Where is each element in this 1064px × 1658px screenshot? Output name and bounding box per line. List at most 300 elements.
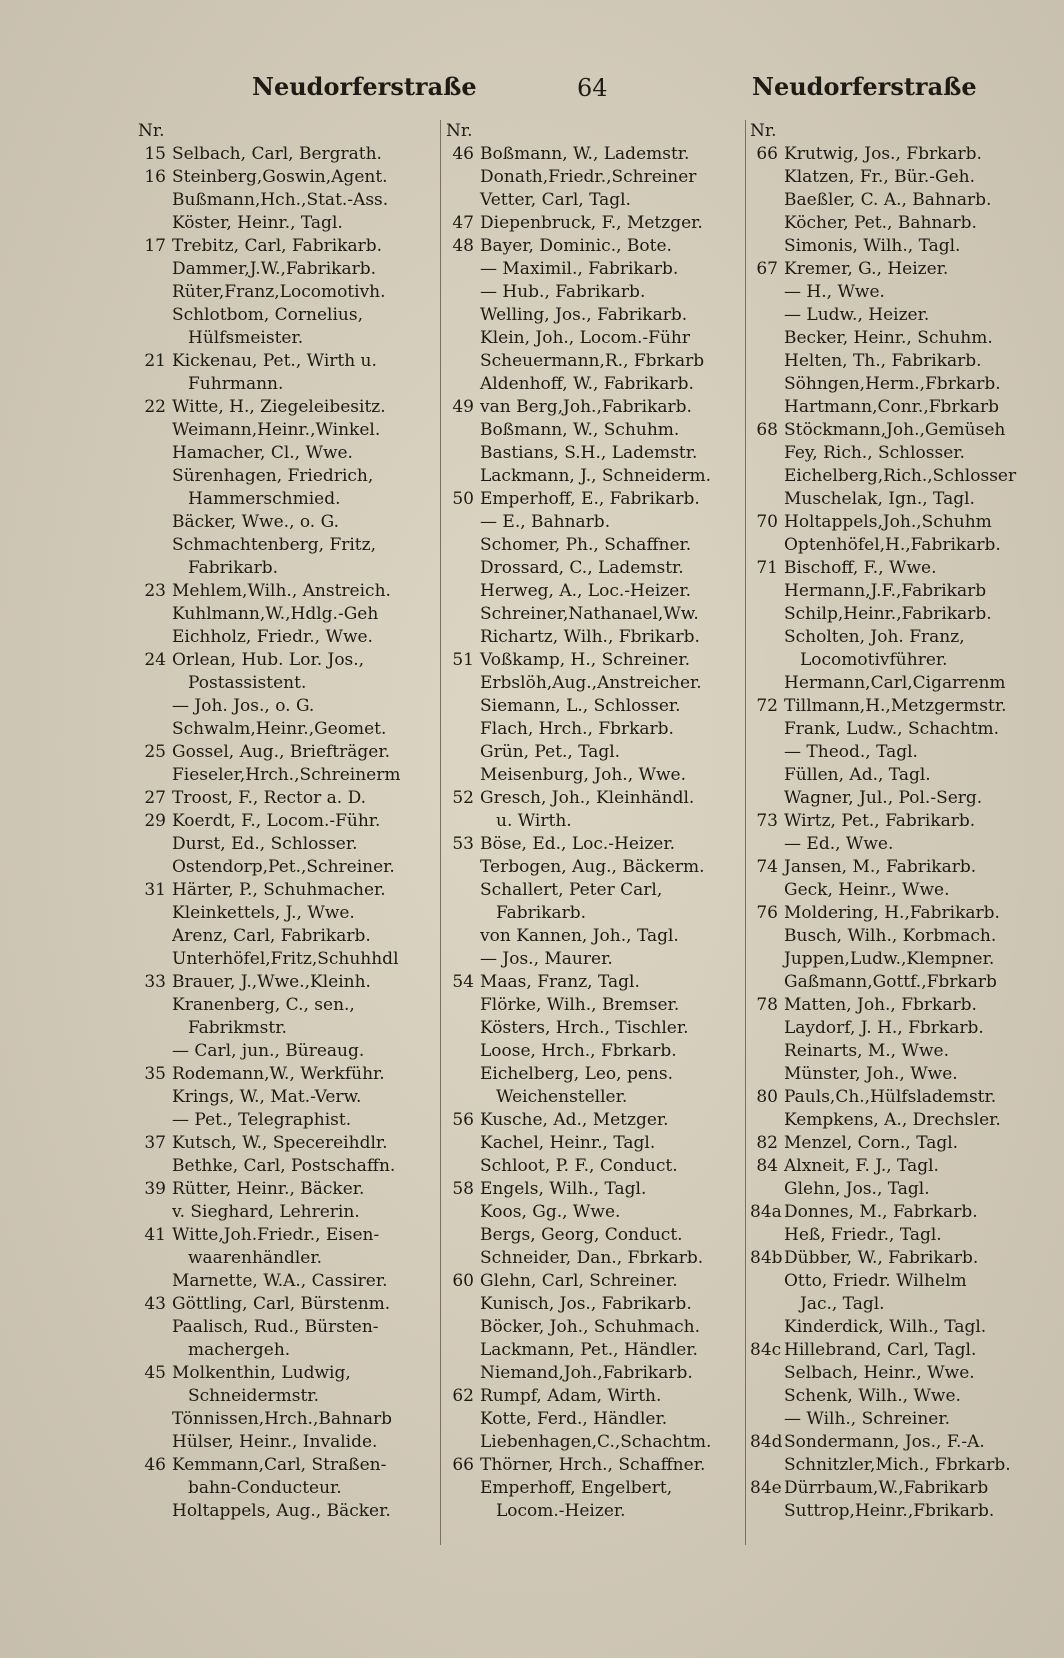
resident-entry xyxy=(138,1109,438,1132)
house-number xyxy=(138,1316,172,1362)
resident-text xyxy=(172,1132,438,1155)
resident-text xyxy=(172,1063,438,1086)
resident-entry xyxy=(446,1017,746,1040)
resident-entry xyxy=(138,1063,438,1086)
resident-text xyxy=(784,534,1046,557)
right-running-title: Neudorferstraße xyxy=(752,72,977,101)
house-number xyxy=(138,258,172,281)
resident-entry xyxy=(446,442,746,465)
resident-text xyxy=(784,373,1046,396)
resident-text xyxy=(784,810,1046,833)
resident-entry xyxy=(138,902,438,925)
resident-text xyxy=(784,626,1046,672)
resident-name: Menzel, Corn., Tagl. xyxy=(784,1133,959,1153)
house-number xyxy=(138,1109,172,1132)
resident-name: Diepenbruck, F., Metzger. xyxy=(480,213,703,233)
resident-text xyxy=(480,1247,746,1270)
resident-text xyxy=(480,626,746,649)
resident-entry xyxy=(138,1040,438,1063)
resident-entry xyxy=(138,1178,438,1201)
resident-entry xyxy=(138,879,438,902)
house-number xyxy=(750,672,784,695)
resident-name: Selbach, Heinr., Wwe. xyxy=(784,1363,975,1383)
resident-entry xyxy=(138,787,438,810)
resident-text xyxy=(480,442,746,465)
resident-entry xyxy=(446,603,746,626)
resident-name: Lackmann, Pet., Händler. xyxy=(480,1340,698,1360)
resident-name: Selbach, Carl, Bergrath. xyxy=(172,144,382,164)
resident-text xyxy=(172,1178,438,1201)
resident-name: Eichholz, Friedr., Wwe. xyxy=(172,627,373,647)
resident-name: Dübber, W., Fabrikarb. xyxy=(784,1248,979,1268)
resident-text xyxy=(480,718,746,741)
resident-text xyxy=(784,1132,1046,1155)
house-number: 80 xyxy=(756,1087,778,1107)
house-number: 37 xyxy=(144,1133,166,1153)
house-number: 58 xyxy=(452,1179,474,1199)
resident-entry xyxy=(446,534,746,557)
resident-entry xyxy=(750,603,1046,626)
resident-name: Voßkamp, H., Schreiner. xyxy=(480,650,691,670)
resident-name: Kickenau, Pet., Wirth u. xyxy=(172,351,377,371)
house-number xyxy=(138,603,172,626)
house-number xyxy=(446,1201,480,1224)
house-number: 52 xyxy=(452,788,474,808)
house-number xyxy=(138,925,172,948)
resident-text xyxy=(172,787,438,810)
resident-entry xyxy=(750,350,1046,373)
resident-name: — H., Wwe. xyxy=(784,282,885,302)
house-number: 84 xyxy=(756,1156,778,1176)
resident-text xyxy=(172,511,438,534)
resident-text xyxy=(480,1385,746,1408)
house-number xyxy=(750,925,784,948)
resident-entry xyxy=(750,396,1046,419)
resident-text xyxy=(784,672,1046,695)
resident-name: Scholten, Joh. Franz, xyxy=(784,627,965,647)
resident-text xyxy=(172,994,438,1040)
house-number xyxy=(750,580,784,603)
resident-name: — Hub., Fabrikarb. xyxy=(480,282,646,302)
resident-text xyxy=(480,971,746,994)
resident-text xyxy=(784,580,1046,603)
resident-text xyxy=(172,534,438,580)
house-number xyxy=(750,189,784,212)
house-number xyxy=(750,1109,784,1132)
resident-entry xyxy=(446,1247,746,1270)
resident-text xyxy=(784,879,1046,902)
resident-entry xyxy=(750,1017,1046,1040)
resident-text xyxy=(480,1339,746,1362)
resident-name: Dürrbaum,W.,Fabrikarb xyxy=(784,1478,989,1498)
resident-name: Bußmann,Hch.,Stat.-Ass. xyxy=(172,190,389,210)
resident-text xyxy=(784,1155,1046,1178)
house-number xyxy=(446,718,480,741)
resident-entry xyxy=(750,1339,1046,1362)
resident-entry xyxy=(750,902,1046,925)
page-number: 64 xyxy=(577,74,608,102)
resident-name: von Kannen, Joh., Tagl. xyxy=(480,926,679,946)
resident-entry xyxy=(138,350,438,396)
house-number xyxy=(138,442,172,465)
resident-name: Gresch, Joh., Kleinhändl. xyxy=(480,788,695,808)
resident-entry xyxy=(750,1385,1046,1408)
house-number xyxy=(750,603,784,626)
resident-name: Gossel, Aug., Briefträger. xyxy=(172,742,390,762)
resident-text xyxy=(784,419,1046,442)
resident-text xyxy=(784,1477,1046,1500)
house-number: 24 xyxy=(144,650,166,670)
resident-text xyxy=(784,189,1046,212)
resident-entry xyxy=(750,856,1046,879)
resident-text xyxy=(172,948,438,971)
resident-entry xyxy=(750,258,1046,281)
resident-name: Schlotbom, Cornelius, xyxy=(172,305,363,325)
resident-name: Kösters, Hrch., Tischler. xyxy=(480,1018,689,1038)
house-number xyxy=(750,1500,784,1523)
resident-text xyxy=(784,1454,1046,1477)
resident-entry xyxy=(138,281,438,304)
house-number xyxy=(750,1270,784,1316)
resident-name: Witte, H., Ziegeleibesitz. xyxy=(172,397,386,417)
column-number-heading: Nr. xyxy=(138,121,165,141)
resident-name: Schwalm,Heinr.,Geomet. xyxy=(172,719,387,739)
resident-name: Heß, Friedr., Tagl. xyxy=(784,1225,942,1245)
house-number xyxy=(446,948,480,971)
resident-name: Kempkens, A., Drechsler. xyxy=(784,1110,1001,1130)
house-number xyxy=(750,1408,784,1431)
resident-entry xyxy=(446,1109,746,1132)
resident-text xyxy=(784,902,1046,925)
house-number xyxy=(446,534,480,557)
house-number xyxy=(446,925,480,948)
resident-name: Gaßmann,Gottf.,Fbrkarb xyxy=(784,972,997,992)
resident-text xyxy=(480,948,746,971)
resident-name: Alxneit, F. J., Tagl. xyxy=(784,1156,939,1176)
resident-entry xyxy=(446,189,746,212)
resident-name: Böse, Ed., Loc.-Heizer. xyxy=(480,834,676,854)
house-number: 23 xyxy=(144,581,166,601)
resident-entry xyxy=(138,212,438,235)
resident-text xyxy=(784,258,1046,281)
house-number xyxy=(750,971,784,994)
resident-entry xyxy=(446,626,746,649)
resident-entry xyxy=(750,1086,1046,1109)
resident-entry xyxy=(138,603,438,626)
resident-continuation: Hülfsmeister. xyxy=(188,328,304,348)
resident-text xyxy=(784,143,1046,166)
resident-name: Erbslöh,Aug.,Anstreicher. xyxy=(480,673,702,693)
resident-text xyxy=(784,212,1046,235)
resident-entry xyxy=(446,1477,746,1523)
resident-name: Bischoff, F., Wwe. xyxy=(784,558,937,578)
house-number xyxy=(750,1454,784,1477)
resident-text xyxy=(784,281,1046,304)
resident-entry xyxy=(750,672,1046,695)
resident-name: Grün, Pet., Tagl. xyxy=(480,742,621,762)
resident-name: Klein, Joh., Locom.-Führ xyxy=(480,328,690,348)
resident-entry xyxy=(446,327,746,350)
house-number xyxy=(446,1339,480,1362)
resident-name: Meisenburg, Joh., Wwe. xyxy=(480,765,686,785)
resident-name: Arenz, Carl, Fabrikarb. xyxy=(172,926,371,946)
resident-entry xyxy=(446,1385,746,1408)
resident-text xyxy=(480,166,746,189)
house-number: 62 xyxy=(452,1386,474,1406)
resident-text xyxy=(172,1155,438,1178)
house-number xyxy=(138,419,172,442)
resident-text xyxy=(480,787,746,833)
resident-text xyxy=(784,557,1046,580)
resident-name: Rumpf, Adam, Wirth. xyxy=(480,1386,662,1406)
resident-name: Rüter,Franz,Locomotivh. xyxy=(172,282,386,302)
house-number: 70 xyxy=(756,512,778,532)
resident-entry xyxy=(446,511,746,534)
house-number xyxy=(446,1477,480,1523)
resident-name: Mehlem,Wilh., Anstreich. xyxy=(172,581,391,601)
resident-entry xyxy=(750,212,1046,235)
resident-entry xyxy=(138,994,438,1040)
house-number: 51 xyxy=(452,650,474,670)
resident-continuation: Locom.-Heizer. xyxy=(496,1501,626,1521)
resident-name: Terbogen, Aug., Bäckerm. xyxy=(480,857,705,877)
resident-text xyxy=(172,1454,438,1500)
resident-text xyxy=(172,764,438,787)
resident-name: Koos, Gg., Wwe. xyxy=(480,1202,621,1222)
column-divider xyxy=(440,120,441,1545)
house-number xyxy=(750,1040,784,1063)
resident-text xyxy=(172,166,438,189)
house-number xyxy=(750,879,784,902)
resident-entry xyxy=(138,511,438,534)
resident-text xyxy=(172,143,438,166)
house-number xyxy=(446,994,480,1017)
resident-entry xyxy=(750,1477,1046,1500)
resident-name: Boßmann, W., Schuhm. xyxy=(480,420,680,440)
resident-name: Bäcker, Wwe., o. G. xyxy=(172,512,339,532)
resident-entry xyxy=(446,350,746,373)
resident-entry xyxy=(446,879,746,925)
resident-name: Glehn, Carl, Schreiner. xyxy=(480,1271,678,1291)
house-number xyxy=(138,1155,172,1178)
house-number: 73 xyxy=(756,811,778,831)
resident-text xyxy=(784,1017,1046,1040)
resident-entry xyxy=(446,718,746,741)
resident-continuation: Fabrikarb. xyxy=(496,903,587,923)
resident-continuation: Fuhrmann. xyxy=(188,374,284,394)
resident-text xyxy=(172,1086,438,1109)
resident-name: Becker, Heinr., Schuhm. xyxy=(784,328,993,348)
resident-entry xyxy=(750,534,1046,557)
house-number: 46 xyxy=(144,1455,166,1475)
resident-name: Welling, Jos., Fabrikarb. xyxy=(480,305,688,325)
resident-text xyxy=(784,1270,1046,1316)
resident-entry xyxy=(750,1040,1046,1063)
resident-name: Krutwig, Jos., Fbrkarb. xyxy=(784,144,982,164)
house-number xyxy=(750,327,784,350)
house-number xyxy=(446,879,480,925)
resident-continuation: Hammerschmied. xyxy=(188,489,341,509)
resident-text xyxy=(172,1293,438,1316)
resident-text xyxy=(784,327,1046,350)
house-number xyxy=(446,327,480,350)
resident-entry xyxy=(138,143,438,166)
resident-text xyxy=(784,235,1046,258)
resident-text xyxy=(480,994,746,1017)
resident-name: Schmachtenberg, Fritz, xyxy=(172,535,376,555)
resident-text xyxy=(480,488,746,511)
house-number: 39 xyxy=(144,1179,166,1199)
resident-text xyxy=(172,879,438,902)
resident-entry xyxy=(138,235,438,258)
resident-text xyxy=(480,1270,746,1293)
resident-name: Molkenthin, Ludwig, xyxy=(172,1363,351,1383)
resident-name: — Jos., Maurer. xyxy=(480,949,613,969)
house-number: 31 xyxy=(144,880,166,900)
house-number: 67 xyxy=(756,259,778,279)
resident-text xyxy=(784,741,1046,764)
house-number xyxy=(446,1362,480,1385)
resident-name: Hermann,J.F.,Fabrikarb xyxy=(784,581,987,601)
resident-text xyxy=(480,580,746,603)
house-number xyxy=(446,442,480,465)
house-number: 60 xyxy=(452,1271,474,1291)
house-number: 82 xyxy=(756,1133,778,1153)
resident-entry xyxy=(446,994,746,1017)
resident-entry xyxy=(446,672,746,695)
resident-text xyxy=(480,258,746,281)
resident-entry xyxy=(138,166,438,189)
resident-entry xyxy=(750,442,1046,465)
resident-entry xyxy=(138,304,438,350)
resident-name: Bayer, Dominic., Bote. xyxy=(480,236,672,256)
resident-entry xyxy=(446,1224,746,1247)
house-number xyxy=(446,626,480,649)
resident-text xyxy=(172,626,438,649)
resident-name: Schomer, Ph., Schaffner. xyxy=(480,535,692,555)
resident-name: Pauls,Ch.,Hülfslademstr. xyxy=(784,1087,997,1107)
resident-entry xyxy=(446,856,746,879)
resident-text xyxy=(480,672,746,695)
resident-text xyxy=(172,971,438,994)
resident-entry xyxy=(446,557,746,580)
house-number xyxy=(750,235,784,258)
resident-continuation: Jac., Tagl. xyxy=(800,1294,885,1314)
resident-text xyxy=(784,833,1046,856)
resident-text xyxy=(784,971,1046,994)
resident-name: Schallert, Peter Carl, xyxy=(480,880,663,900)
resident-text xyxy=(480,603,746,626)
resident-name: Eichelberg, Leo, pens. xyxy=(480,1064,673,1084)
resident-entry xyxy=(446,948,746,971)
resident-entry xyxy=(138,442,438,465)
resident-name: Matten, Joh., Fbrkarb. xyxy=(784,995,977,1015)
resident-entry xyxy=(138,764,438,787)
resident-text xyxy=(784,1339,1046,1362)
resident-entry xyxy=(446,1454,746,1477)
resident-name: Rütter, Heinr., Bäcker. xyxy=(172,1179,365,1199)
resident-text xyxy=(172,1316,438,1362)
house-number: 71 xyxy=(756,558,778,578)
resident-entry xyxy=(138,1454,438,1500)
house-number xyxy=(750,350,784,373)
house-number xyxy=(446,258,480,281)
resident-entry xyxy=(446,925,746,948)
resident-name: Kutsch, W., Specereihdlr. xyxy=(172,1133,388,1153)
house-number: 66 xyxy=(756,144,778,164)
resident-entry xyxy=(138,1201,438,1224)
resident-name: Kremer, G., Heizer. xyxy=(784,259,949,279)
resident-text xyxy=(784,856,1046,879)
resident-name: Flach, Hrch., Fbrkarb. xyxy=(480,719,674,739)
resident-text xyxy=(784,1500,1046,1523)
house-number xyxy=(138,833,172,856)
resident-name: Donnes, M., Fabrkarb. xyxy=(784,1202,978,1222)
resident-text xyxy=(480,511,746,534)
resident-name: Baeßler, C. A., Bahnarb. xyxy=(784,190,992,210)
resident-continuation: Schneidermstr. xyxy=(188,1386,319,1406)
house-number: 17 xyxy=(144,236,166,256)
resident-text xyxy=(480,396,746,419)
resident-text xyxy=(784,1201,1046,1224)
house-number: 29 xyxy=(144,811,166,831)
resident-entry xyxy=(138,948,438,971)
resident-entry xyxy=(750,1155,1046,1178)
house-number xyxy=(446,281,480,304)
resident-entry xyxy=(138,1500,438,1523)
resident-text xyxy=(784,1178,1046,1201)
resident-name: Moldering, H.,Fabrikarb. xyxy=(784,903,1000,923)
resident-name: Tönnissen,Hrch.,Bahnarb xyxy=(172,1409,393,1429)
resident-name: Fey, Rich., Schlosser. xyxy=(784,443,965,463)
resident-name: Simonis, Wilh., Tagl. xyxy=(784,236,961,256)
resident-text xyxy=(172,235,438,258)
house-number xyxy=(750,1385,784,1408)
resident-name: — Carl, jun., Büreaug. xyxy=(172,1041,365,1061)
page-header xyxy=(140,72,1044,112)
house-number xyxy=(446,1316,480,1339)
resident-entry xyxy=(138,1293,438,1316)
house-number: 33 xyxy=(144,972,166,992)
resident-name: Marnette, W.A., Cassirer. xyxy=(172,1271,388,1291)
resident-text xyxy=(480,1477,746,1523)
resident-entry xyxy=(750,879,1046,902)
resident-text xyxy=(784,948,1046,971)
resident-name: — Ludw., Heizer. xyxy=(784,305,930,325)
resident-entry xyxy=(750,925,1046,948)
resident-text xyxy=(172,649,438,695)
resident-text xyxy=(784,1063,1046,1086)
resident-entry xyxy=(138,1316,438,1362)
resident-text xyxy=(784,396,1046,419)
resident-entry xyxy=(750,189,1046,212)
resident-entry xyxy=(446,1408,746,1431)
resident-text xyxy=(784,1040,1046,1063)
resident-name: Juppen,Ludw.,Klempner. xyxy=(784,949,995,969)
resident-name: Rodemann,W., Werkführ. xyxy=(172,1064,385,1084)
house-number xyxy=(138,189,172,212)
house-number xyxy=(138,764,172,787)
resident-entry xyxy=(446,787,746,833)
resident-text xyxy=(480,833,746,856)
resident-text xyxy=(480,304,746,327)
resident-text xyxy=(172,258,438,281)
resident-name: Bergs, Georg, Conduct. xyxy=(480,1225,683,1245)
resident-entry xyxy=(138,396,438,419)
resident-text xyxy=(784,695,1046,718)
resident-entry xyxy=(446,419,746,442)
resident-entry xyxy=(138,419,438,442)
